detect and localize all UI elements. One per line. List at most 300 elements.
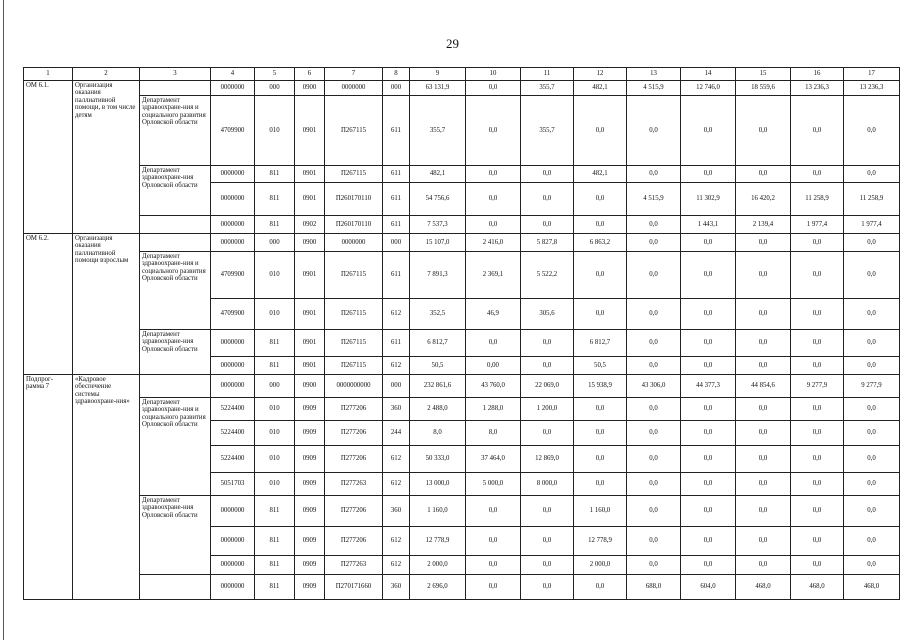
table-cell: 811 — [255, 496, 295, 527]
header-cell: 17 — [844, 68, 900, 81]
table-cell: 611 — [383, 96, 410, 166]
table-cell: 46,9 — [466, 299, 521, 330]
table-cell: 0,0 — [736, 421, 791, 446]
table-cell: 0,0 — [736, 398, 791, 421]
table-cell: 482,1 — [574, 81, 627, 96]
table-cell: 352,5 — [410, 299, 466, 330]
table-cell: 0,0 — [681, 330, 736, 357]
table-cell: П277206 — [325, 421, 383, 446]
table-cell: 0901 — [295, 96, 325, 166]
table-cell: 0,0 — [736, 496, 791, 527]
table-cell: П277206 — [325, 446, 383, 473]
table-cell: 1 977,4 — [791, 216, 844, 234]
table-cell: 0,0 — [844, 398, 900, 421]
table-row — [24, 575, 900, 600]
table-cell: 0,0 — [681, 496, 736, 527]
table-cell: 7 537,3 — [410, 216, 466, 234]
table-row — [24, 496, 900, 527]
table-cell: 0,0 — [574, 96, 627, 166]
table-cell: 611 — [383, 216, 410, 234]
table-cell: 12 746,0 — [681, 81, 736, 96]
header-cell: 7 — [325, 68, 383, 81]
table-cell: 2 488,0 — [410, 398, 466, 421]
table-cell: 0,0 — [521, 496, 574, 527]
executor-cell — [140, 375, 211, 398]
table-cell: 0,0 — [466, 496, 521, 527]
table-cell: 0,0 — [627, 166, 681, 183]
table-cell: 0,0 — [681, 446, 736, 473]
table-cell: П277206 — [325, 527, 383, 556]
table-cell: 0,0 — [627, 357, 681, 375]
table-cell: 2 416,0 — [466, 234, 521, 252]
table-cell: 000 — [383, 375, 410, 398]
table-cell: 0,0 — [627, 496, 681, 527]
table-cell: 0,0 — [736, 96, 791, 166]
table-cell: 000 — [383, 81, 410, 96]
table-cell: 11 258,9 — [844, 183, 900, 216]
table-cell: П260170110 — [325, 216, 383, 234]
table-cell: 0,0 — [574, 398, 627, 421]
header-cell: 9 — [410, 68, 466, 81]
table-cell: 0,0 — [466, 575, 521, 600]
table-cell: 0000000 — [325, 234, 383, 252]
table-cell: 44 854,6 — [736, 375, 791, 398]
table-cell: 468,0 — [736, 575, 791, 600]
header-cell: 6 — [295, 68, 325, 81]
table-cell: 010 — [255, 252, 295, 299]
table-cell: 0901 — [295, 299, 325, 330]
table-cell: 0,0 — [791, 96, 844, 166]
table-cell: 0,0 — [627, 398, 681, 421]
table-cell: 811 — [255, 183, 295, 216]
table-cell: 0,0 — [627, 446, 681, 473]
table-cell: 0902 — [295, 216, 325, 234]
table-cell: 0,0 — [844, 421, 900, 446]
header-cell: 13 — [627, 68, 681, 81]
table-cell: 612 — [383, 556, 410, 575]
table-cell: 0909 — [295, 575, 325, 600]
table-cell: 2 000,0 — [410, 556, 466, 575]
table-cell: 811 — [255, 330, 295, 357]
table-cell: 7 891,3 — [410, 252, 466, 299]
table-cell: П277206 — [325, 398, 383, 421]
executor-cell: Департамент здравоохране-ния Орловской области — [140, 330, 211, 375]
table-cell: 4709900 — [211, 299, 255, 330]
table-cell: 0,0 — [791, 166, 844, 183]
table-cell: 0,0 — [791, 421, 844, 446]
table-cell: 0,0 — [574, 299, 627, 330]
table-cell: 63 131,9 — [410, 81, 466, 96]
section-name: «Кадровое обеспечение системы здравоохране-ния» — [73, 375, 140, 600]
table-cell: 4 515,9 — [627, 183, 681, 216]
table-cell: 0000000 — [211, 575, 255, 600]
table-cell: 0909 — [295, 398, 325, 421]
table-cell: 0000000000 — [325, 375, 383, 398]
table-cell: 0901 — [295, 183, 325, 216]
table-cell: 8 000,0 — [521, 473, 574, 496]
table-cell: 13 000,0 — [410, 473, 466, 496]
table-cell: 0,0 — [791, 357, 844, 375]
table-cell: 16 420,2 — [736, 183, 791, 216]
table-cell: 0,0 — [736, 252, 791, 299]
table-cell: 0,0 — [466, 81, 521, 96]
table-cell: 0,0 — [736, 166, 791, 183]
table-cell: 612 — [383, 299, 410, 330]
table-cell: 612 — [383, 527, 410, 556]
table-cell: 010 — [255, 299, 295, 330]
table-cell: 0,0 — [466, 330, 521, 357]
section-code: ОМ 6.1. — [24, 81, 73, 234]
table-cell: 5224400 — [211, 446, 255, 473]
executor-cell — [140, 216, 211, 234]
table-cell: 8,0 — [466, 421, 521, 446]
table-cell: 0000000 — [211, 81, 255, 96]
table-cell: 811 — [255, 216, 295, 234]
executor-cell — [140, 575, 211, 600]
table-cell: 0,0 — [791, 496, 844, 527]
table-cell: 811 — [255, 575, 295, 600]
table-cell: 0,0 — [844, 330, 900, 357]
table-cell: 0,0 — [627, 299, 681, 330]
header-cell: 4 — [211, 68, 255, 81]
table-cell: 0900 — [295, 234, 325, 252]
table-cell: 0909 — [295, 421, 325, 446]
table-cell: 8,0 — [410, 421, 466, 446]
table-cell: 0,0 — [521, 216, 574, 234]
table-cell: 12 778,9 — [410, 527, 466, 556]
table-cell: 0,0 — [791, 473, 844, 496]
table-cell: 604,0 — [681, 575, 736, 600]
table-cell: 0,0 — [791, 527, 844, 556]
table-cell: 0,0 — [681, 357, 736, 375]
table-cell: 0900 — [295, 81, 325, 96]
table-cell: 232 861,6 — [410, 375, 466, 398]
table-cell: 4709900 — [211, 96, 255, 166]
table-cell: 811 — [255, 166, 295, 183]
table-cell: 0,0 — [574, 183, 627, 216]
header-cell: 5 — [255, 68, 295, 81]
table-cell: 355,7 — [521, 81, 574, 96]
table-cell: 0,0 — [521, 556, 574, 575]
table-cell: 0,0 — [466, 216, 521, 234]
table-cell: 0,0 — [791, 252, 844, 299]
table-cell: 355,7 — [521, 96, 574, 166]
table-cell: П267115 — [325, 299, 383, 330]
table-row — [24, 330, 900, 357]
table-cell: 2 369,1 — [466, 252, 521, 299]
table-cell: 13 236,3 — [844, 81, 900, 96]
table-cell: П267115 — [325, 357, 383, 375]
header-cell: 11 — [521, 68, 574, 81]
table-cell: 0,0 — [574, 446, 627, 473]
table-cell: 0,0 — [574, 575, 627, 600]
table-cell: 0901 — [295, 330, 325, 357]
table-cell: 612 — [383, 446, 410, 473]
table-cell: 811 — [255, 527, 295, 556]
table-row — [24, 216, 900, 234]
table-cell: 244 — [383, 421, 410, 446]
table-cell: 482,1 — [574, 166, 627, 183]
table-cell: 0,0 — [627, 234, 681, 252]
table-cell: 360 — [383, 398, 410, 421]
table-cell: 0,0 — [736, 299, 791, 330]
table-cell: 0000000 — [211, 357, 255, 375]
table-cell: 37 464,0 — [466, 446, 521, 473]
table-cell: 11 258,9 — [791, 183, 844, 216]
table-cell: 0,0 — [681, 234, 736, 252]
table-cell: 0,0 — [736, 330, 791, 357]
table-cell: 0,0 — [627, 330, 681, 357]
table-cell: П277206 — [325, 496, 383, 527]
executor-cell: Департамент здравоохране-ния и социального развития Орловской области — [140, 252, 211, 330]
table-cell: 0,0 — [466, 183, 521, 216]
table-cell: 15 107,0 — [410, 234, 466, 252]
section-name: Организация оказания паллиативной помощи взрослым — [73, 234, 140, 375]
table-row — [24, 252, 900, 299]
table-row — [24, 166, 900, 183]
executor-cell: Департамент здравоохране-ния и социального развития Орловской области — [140, 96, 211, 166]
table-cell: 611 — [383, 183, 410, 216]
table-row — [24, 81, 900, 96]
table-cell: 1 160,0 — [574, 496, 627, 527]
table-cell: 355,7 — [410, 96, 466, 166]
table-cell: 0,0 — [844, 234, 900, 252]
table-cell: 0,0 — [736, 446, 791, 473]
table-cell: 50,5 — [574, 357, 627, 375]
table-cell: 0,0 — [466, 527, 521, 556]
header-cell: 15 — [736, 68, 791, 81]
table-cell: 50 333,0 — [410, 446, 466, 473]
table-cell: 010 — [255, 421, 295, 446]
table-cell: 0,0 — [627, 216, 681, 234]
table-cell: 0,0 — [627, 527, 681, 556]
table-cell: 2 696,0 — [410, 575, 466, 600]
table-cell: 0,0 — [627, 556, 681, 575]
table-cell: 010 — [255, 398, 295, 421]
table-cell: 0,0 — [736, 357, 791, 375]
table-cell: 0909 — [295, 556, 325, 575]
table-cell: 468,0 — [844, 575, 900, 600]
table-cell: 5224400 — [211, 421, 255, 446]
table-cell: 43 306,0 — [627, 375, 681, 398]
table-cell: 0,0 — [791, 299, 844, 330]
table-cell: 5 000,0 — [466, 473, 521, 496]
table-cell: 010 — [255, 446, 295, 473]
table-cell: 0,0 — [844, 556, 900, 575]
table-cell: 0,0 — [681, 166, 736, 183]
header-cell: 2 — [73, 68, 140, 81]
table-cell: 18 559,6 — [736, 81, 791, 96]
header-cell: 16 — [791, 68, 844, 81]
table-cell: 0,0 — [466, 96, 521, 166]
table-cell: 13 236,3 — [791, 81, 844, 96]
table-cell: 0000000 — [211, 183, 255, 216]
table-cell: 54 756,6 — [410, 183, 466, 216]
table-cell: 0,0 — [574, 473, 627, 496]
table-cell: 5 827,8 — [521, 234, 574, 252]
table-cell: 010 — [255, 96, 295, 166]
table-cell: 22 069,0 — [521, 375, 574, 398]
table-cell: 0,0 — [844, 446, 900, 473]
table-cell: 0000000 — [211, 496, 255, 527]
table-cell: 2 139,4 — [736, 216, 791, 234]
table-cell: 0,0 — [736, 556, 791, 575]
table-cell: 0,0 — [791, 556, 844, 575]
table-cell: 0,0 — [574, 252, 627, 299]
table-cell: 0,0 — [844, 96, 900, 166]
table-cell: 0,0 — [681, 398, 736, 421]
table-cell: 611 — [383, 252, 410, 299]
table-cell: 000 — [383, 234, 410, 252]
table-cell: 0,0 — [627, 252, 681, 299]
table-cell: 0,0 — [791, 330, 844, 357]
table-cell: 0,0 — [521, 330, 574, 357]
table-cell: П260170110 — [325, 183, 383, 216]
table-cell: 0901 — [295, 166, 325, 183]
table-cell: 1 288,0 — [466, 398, 521, 421]
table-cell: 0,0 — [844, 252, 900, 299]
table-cell: 0,0 — [627, 473, 681, 496]
table-cell: П267115 — [325, 330, 383, 357]
table-cell: 0,0 — [466, 166, 521, 183]
table-cell: 1 977,4 — [844, 216, 900, 234]
header-row — [24, 68, 900, 81]
table-cell: 43 760,0 — [466, 375, 521, 398]
table-cell: 612 — [383, 357, 410, 375]
table-cell: 811 — [255, 556, 295, 575]
table-cell: 0,0 — [574, 216, 627, 234]
table-cell: 688,0 — [627, 575, 681, 600]
table-cell: 12 778,9 — [574, 527, 627, 556]
table-row — [24, 234, 900, 252]
table-cell: 0000000 — [211, 166, 255, 183]
table-cell: 12 869,0 — [521, 446, 574, 473]
table-cell: 0,0 — [844, 496, 900, 527]
table-cell: 0000000 — [211, 234, 255, 252]
header-cell: 1 — [24, 68, 73, 81]
table-cell: 11 302,9 — [681, 183, 736, 216]
table-cell: 0000000 — [211, 527, 255, 556]
table-cell: 0,0 — [681, 299, 736, 330]
table-cell: 9 277,9 — [844, 375, 900, 398]
table-cell: 0000000 — [211, 216, 255, 234]
table-cell: 1 443,1 — [681, 216, 736, 234]
section-code: ОМ 6.2. — [24, 234, 73, 375]
page-number: 29 — [446, 36, 459, 51]
executor-cell: Департамент здравоохране-ния Орловской области — [140, 496, 211, 575]
table-cell: 50,5 — [410, 357, 466, 375]
table-cell: 15 938,9 — [574, 375, 627, 398]
table-cell: 0,00 — [466, 357, 521, 375]
table-cell: 000 — [255, 375, 295, 398]
table-cell: 612 — [383, 473, 410, 496]
table-cell: 0,0 — [681, 421, 736, 446]
table-cell: 4709900 — [211, 252, 255, 299]
table-cell: 5224400 — [211, 398, 255, 421]
table-cell: 0,0 — [844, 473, 900, 496]
table-cell: 0,0 — [844, 166, 900, 183]
table-cell: 0,0 — [681, 96, 736, 166]
table-cell: 0909 — [295, 496, 325, 527]
table-cell: 0,0 — [844, 357, 900, 375]
table-cell: 0,0 — [521, 421, 574, 446]
table-cell: 44 377,3 — [681, 375, 736, 398]
table-cell: 811 — [255, 357, 295, 375]
table-row — [24, 375, 900, 398]
table-cell: 0000000 — [325, 81, 383, 96]
table-cell: 360 — [383, 575, 410, 600]
table-cell: 0,0 — [627, 96, 681, 166]
table-cell: 1 160,0 — [410, 496, 466, 527]
table-cell: 0,0 — [791, 234, 844, 252]
executor-cell — [140, 81, 211, 96]
table-cell: П277263 — [325, 556, 383, 575]
table-cell: 305,6 — [521, 299, 574, 330]
table-cell: 0,0 — [466, 556, 521, 575]
table-cell: 5 522,2 — [521, 252, 574, 299]
table-cell: 0,0 — [521, 183, 574, 216]
executor-cell: Департамент здравоохране-ния Орловской области — [140, 166, 211, 216]
header-cell: 14 — [681, 68, 736, 81]
table-cell: 0901 — [295, 357, 325, 375]
table-cell: П267115 — [325, 96, 383, 166]
table-cell: П267115 — [325, 252, 383, 299]
table-cell: 0,0 — [521, 527, 574, 556]
table-cell: 0,0 — [521, 166, 574, 183]
header-cell: 3 — [140, 68, 211, 81]
table-cell: 0,0 — [521, 357, 574, 375]
budget-table — [23, 67, 900, 600]
section-code: Подпрог-рамма 7 — [24, 375, 73, 600]
table-cell: 0,0 — [736, 527, 791, 556]
header-cell: 8 — [383, 68, 410, 81]
table-cell: 0909 — [295, 473, 325, 496]
table-cell: 1 200,0 — [521, 398, 574, 421]
table-row — [24, 398, 900, 421]
table-cell: 0901 — [295, 252, 325, 299]
table-cell: П277263 — [325, 473, 383, 496]
table-cell: 0,0 — [791, 446, 844, 473]
table-cell: П267115 — [325, 166, 383, 183]
table-cell: 611 — [383, 330, 410, 357]
table-cell: 0,0 — [736, 473, 791, 496]
table-cell: 0,0 — [844, 527, 900, 556]
section-name: Организация оказания паллиативной помощи, в том числе детям — [73, 81, 140, 234]
table-cell: 000 — [255, 81, 295, 96]
table-cell: 010 — [255, 473, 295, 496]
executor-cell: Департамент здравоохране-ния и социального развития Орловской области — [140, 398, 211, 496]
table-cell: 9 277,9 — [791, 375, 844, 398]
table-cell: 4 515,9 — [627, 81, 681, 96]
table-cell: П270171660 — [325, 575, 383, 600]
table-cell: 360 — [383, 496, 410, 527]
table-cell: 0,0 — [681, 556, 736, 575]
table-cell: 468,0 — [791, 575, 844, 600]
header-cell: 10 — [466, 68, 521, 81]
table-cell: 0,0 — [627, 421, 681, 446]
table-cell: 000 — [255, 234, 295, 252]
table-cell: 0000000 — [211, 375, 255, 398]
table-cell: 0,0 — [681, 252, 736, 299]
table-cell: 0,0 — [521, 575, 574, 600]
table-row — [24, 96, 900, 166]
table-cell: 0000000 — [211, 556, 255, 575]
table-cell: 0909 — [295, 446, 325, 473]
table-cell: 0,0 — [791, 398, 844, 421]
table-cell: 6 812,7 — [574, 330, 627, 357]
table-cell: 0909 — [295, 527, 325, 556]
table-cell: 0,0 — [844, 299, 900, 330]
